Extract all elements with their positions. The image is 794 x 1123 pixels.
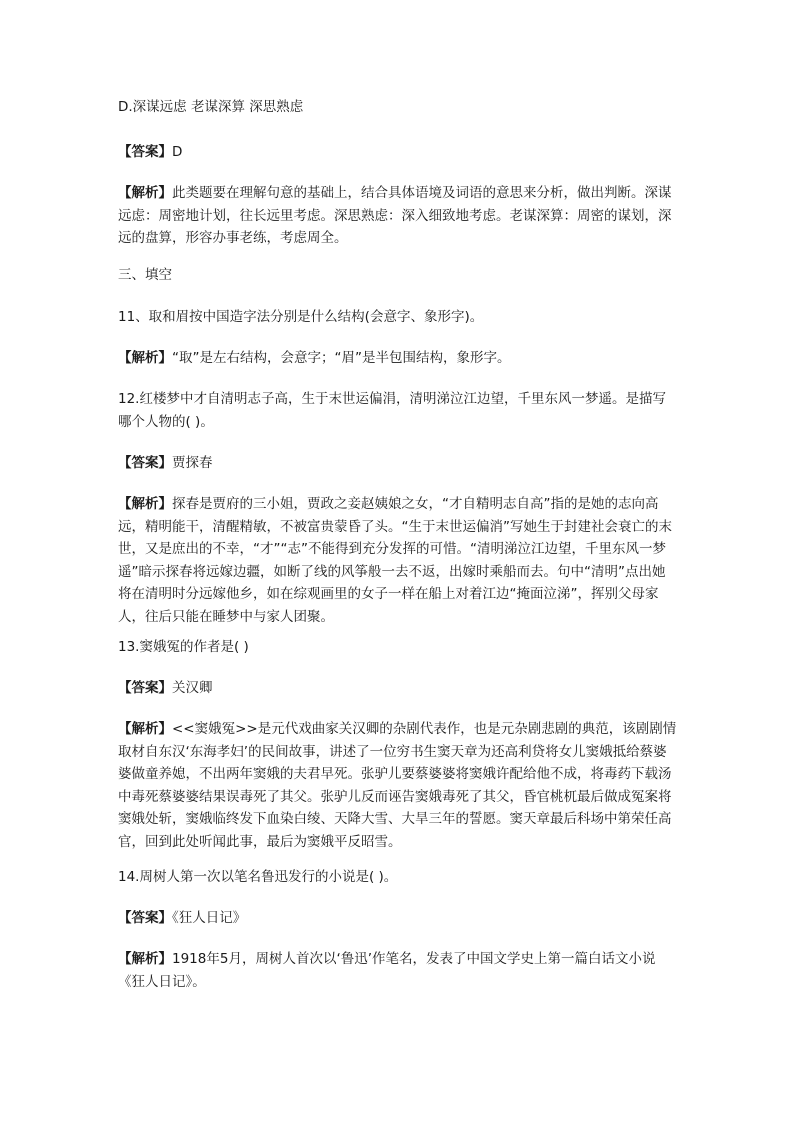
answer-tag: 【答案】 xyxy=(118,680,172,696)
q10-answer xyxy=(118,141,678,164)
q14-question: 14.周树人第一次以笔名鲁迅发行的小说是( )。 xyxy=(118,869,398,885)
answer-text: D xyxy=(172,144,183,160)
answer-text: 关汉卿 xyxy=(172,680,213,696)
analysis-text: <<窦娥冤>>是元代戏曲家关汉卿的杂剧代表作，也是元杂剧悲剧的典范，该剧剧情取材自东汉‘东海孝妇’的民间故事，讲述了一位穷书生窦天章为还高利贷将女儿窦娥抵给蔡婆婆做童养媳，不出两年窦娥的夫君早死。张驴儿要蔡婆婆将窦娥许配给他不成，将毒药下载汤中毒死蔡婆婆结果误毒死了其父。张驴儿反而诬告窦娥毒死了其父，昏官桃杌最后做成冤案将窦娥处斩，窦娥临终发下血染白绫、天降大雪、大旱三年的誓愿。窦天章最后科场中第荣任高官，回到此处听闻此事，最后为窦娥平反昭雪。 xyxy=(118,721,677,850)
q13-analysis xyxy=(118,718,678,853)
q13-question: 13.窦娥冤的作者是( ) xyxy=(118,639,249,655)
analysis-text: 1918年5月，周树人首次以‘鲁迅’作笔名，发表了中国文学史上第一篇白话文小说《狂人日记》。 xyxy=(118,951,656,990)
analysis-tag: 【解析】 xyxy=(118,496,172,512)
q12-answer xyxy=(118,452,678,475)
q14-analysis xyxy=(118,948,678,993)
analysis-tag: 【解析】 xyxy=(118,721,172,737)
answer-tag: 【答案】 xyxy=(118,455,172,471)
answer-tag: 【答案】 xyxy=(118,144,172,160)
analysis-text: 此类题要在理解句意的基础上，结合具体语境及词语的意思来分析，做出判断。深谋远虑：周密地计划，往长远里考虑。深思熟虑：深入细致地考虑。老谋深算：周密的谋划，深远的盘算，形容办事老练，考虑周全。 xyxy=(118,185,672,246)
q11-analysis xyxy=(118,347,678,370)
q14-answer xyxy=(118,907,678,930)
answer-text: 贾探春 xyxy=(172,455,213,471)
section-heading: 三、填空 xyxy=(118,267,172,283)
analysis-tag: 【解析】 xyxy=(118,350,172,366)
analysis-tag: 【解析】 xyxy=(118,951,172,967)
q12-question: 12.红楼梦中才自清明志子高，生于末世运偏涓，清明涕泣江边望，千里东风一梦遥。是描写哪个人物的( )。 xyxy=(118,391,666,430)
q11-question: 11、取和眉按中国造字法分别是什么结构(会意字、象形字)。 xyxy=(118,309,484,325)
option-d: D.深谋远虑 老谋深算 深思熟虑 xyxy=(118,99,304,115)
analysis-text: 探春是贾府的三小姐，贾政之妾赵姨娘之女，“才自精明志自高”指的是她的志向高远，精明能干，清醒精敏，不被富贵蒙昏了头。“生于末世运偏消”写她生于封建社会衰亡的末世，又是庶出的不幸，“才”“志”不能得到充分发挥的可惜。“清明涕泣江边望，千里东风一梦遥”暗示探春将远嫁边疆，如断了线的风筝般一去不返，出嫁时乘船而去。句中“清明”点出她将在清明时分远嫁他乡，如在综观画里的女子一样在船上对着江边“掩面泣涕”，挥别父母家人，往后只能在睡梦中与家人团聚。 xyxy=(118,496,672,625)
q13-answer xyxy=(118,677,678,700)
answer-text: 《狂人日记》 xyxy=(172,910,247,926)
q12-analysis xyxy=(118,493,678,628)
analysis-tag: 【解析】 xyxy=(118,185,172,201)
answer-tag: 【答案】 xyxy=(118,910,172,926)
analysis-text: “取”是左右结构，会意字；“眉”是半包围结构，象形字。 xyxy=(172,350,511,366)
q10-analysis xyxy=(118,182,678,250)
